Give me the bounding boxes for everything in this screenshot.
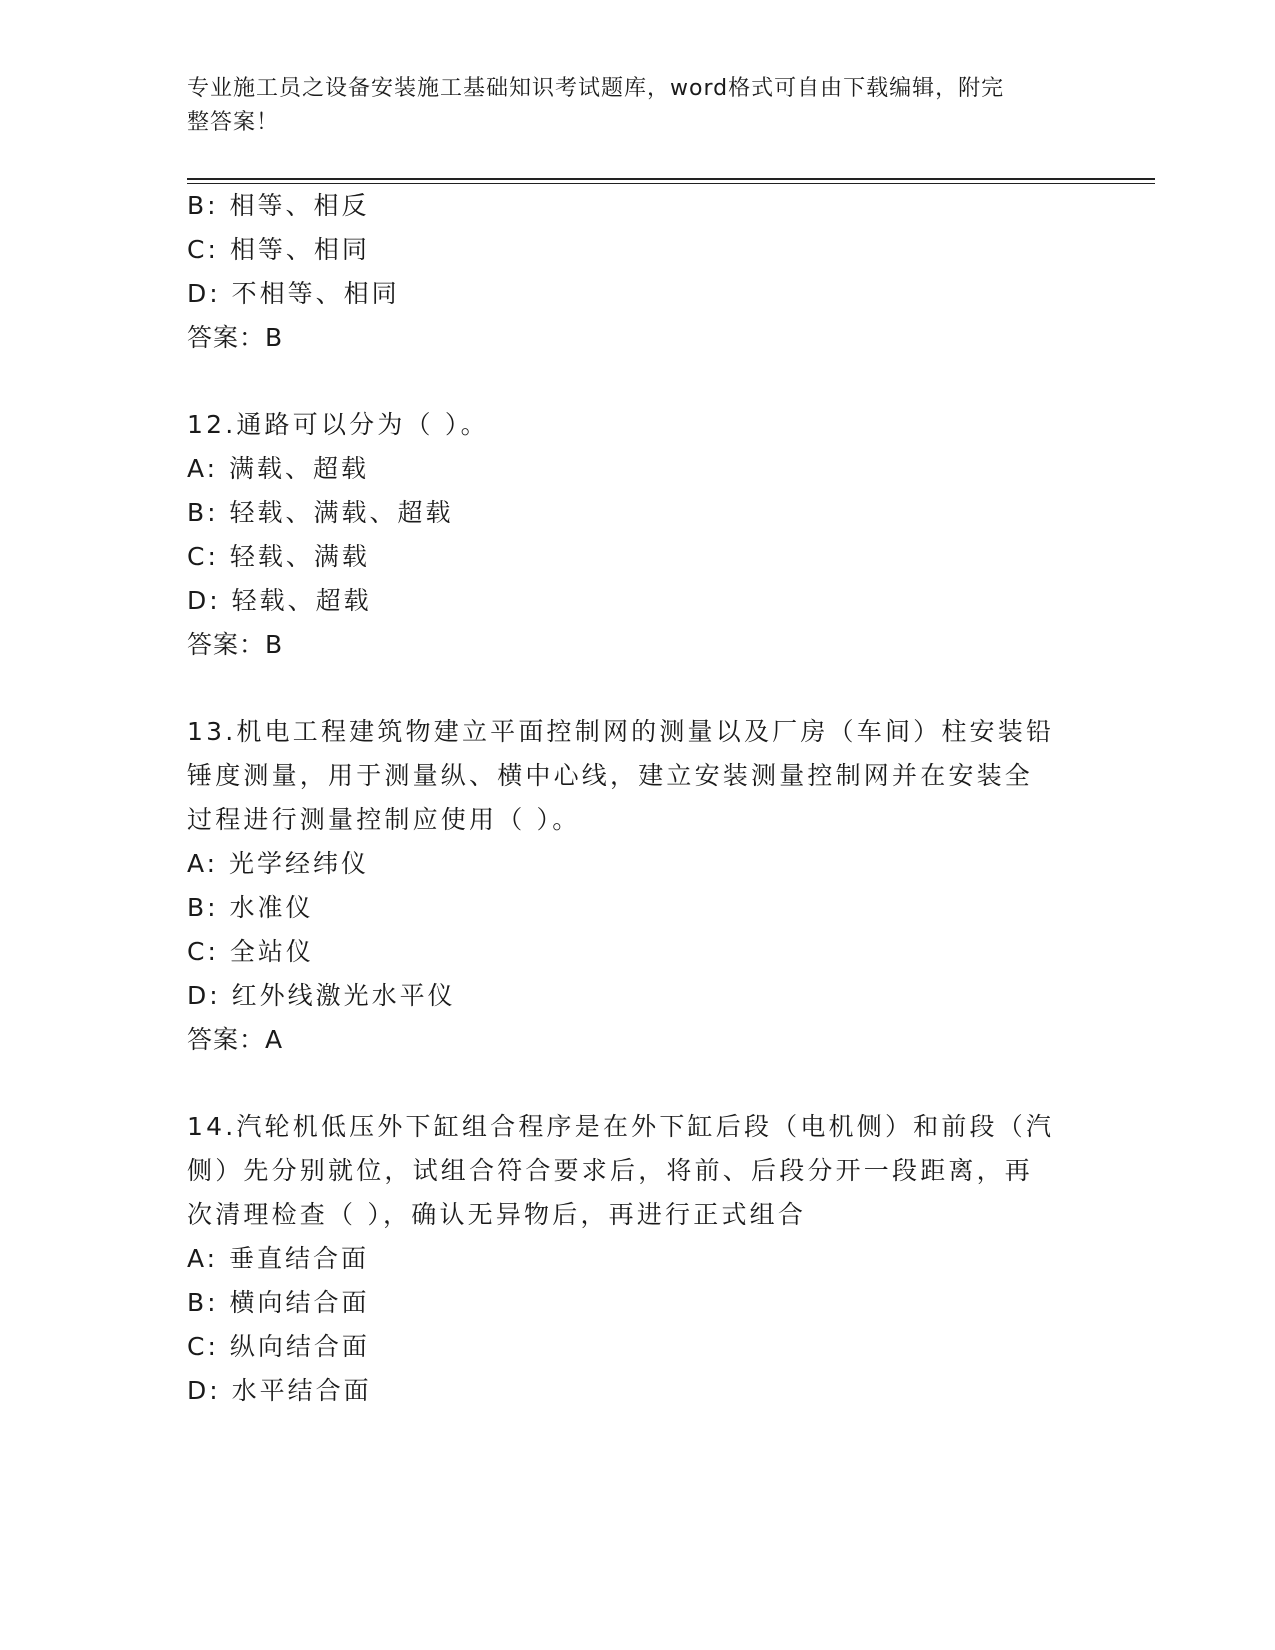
q14-option-c: C: 纵向结合面 [187,1332,370,1361]
q11-answer: 答案：B [187,323,284,352]
q12-stem: 12.通路可以分为（ ）。 [187,410,489,439]
q11-option-b: B: 相等、相反 [187,191,370,220]
header-divider-thin [187,183,1155,184]
header-divider-thick [187,178,1155,180]
q14-stem-line-1: 14.汽轮机低压外下缸组合程序是在外下缸后段（电机侧）和前段（汽 [187,1112,1055,1141]
header-title-line-2: 整答案！ [187,110,280,135]
q14-option-d: D: 水平结合面 [187,1376,372,1405]
q14-option-a: A: 垂直结合面 [187,1244,370,1273]
q13-stem-line-2: 锤度测量，用于测量纵、横中心线，建立安装测量控制网并在安装全 [187,761,1034,790]
q13-stem-line-3: 过程进行测量控制应使用（ ）。 [187,805,581,834]
q13-answer: 答案：A [187,1025,284,1054]
header-title-line-1: 专业施工员之设备安装施工基础知识考试题库，word格式可自由下载编辑，附完 [187,76,1005,101]
q11-option-c: C: 相等、相同 [187,235,370,264]
q14-option-b: B: 横向结合面 [187,1288,370,1317]
q12-answer: 答案：B [187,630,284,659]
page-header [187,72,1067,140]
q13-option-d: D: 红外线激光水平仪 [187,981,456,1010]
q12-option-b: B: 轻载、满载、超载 [187,498,454,527]
q13-option-b: B: 水准仪 [187,893,314,922]
q12-option-d: D: 轻载、超载 [187,586,372,615]
q14-stem-line-2: 侧）先分别就位，试组合符合要求后，将前、后段分开一段距离，再 [187,1156,1034,1185]
q12-option-c: C: 轻载、满载 [187,542,370,571]
q11-option-d: D: 不相等、相同 [187,279,400,308]
q14-stem-line-3: 次清理检查（ ），确认无异物后，再进行正式组合 [187,1200,807,1229]
q13-option-a: A: 光学经纬仪 [187,849,370,878]
q12-option-a: A: 满载、超载 [187,454,370,483]
q13-stem-line-1: 13.机电工程建筑物建立平面控制网的测量以及厂房（车间）柱安装铅 [187,717,1055,746]
q13-option-c: C: 全站仪 [187,937,314,966]
